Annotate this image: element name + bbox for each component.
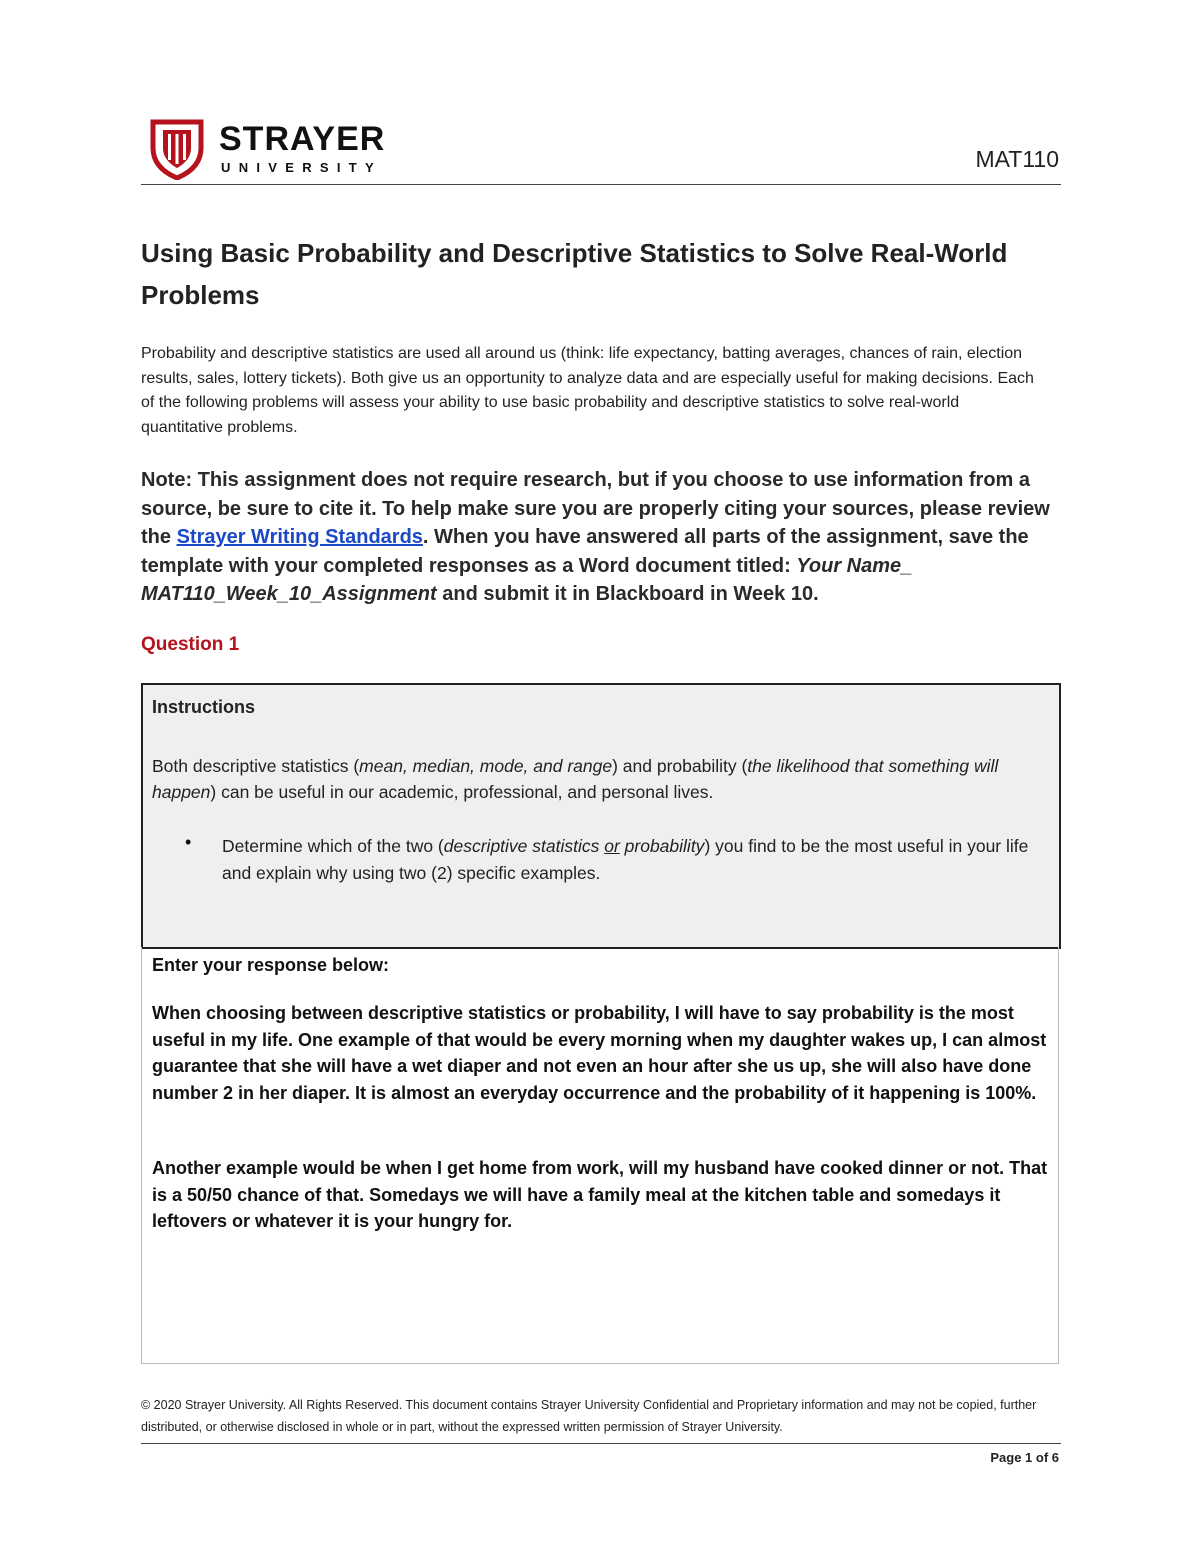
bullet-em (444, 836, 705, 856)
shield-icon (149, 118, 205, 180)
bullet-em-2: probability (619, 836, 705, 856)
footer-legal-notice: © 2020 Strayer University. All Rights Reserved. This document contains Strayer University Confidential and Proprietary information and may not be copied, further distributed, or otherwise disclosed in whole or in part, without the expressed written permission of Strayer University. (141, 1398, 1037, 1434)
note-paragraph (141, 466, 1061, 609)
course-code: MAT110 (975, 146, 1059, 172)
instr-em-2: the likelihood that something will happen (152, 756, 999, 802)
bullet-icon: • (185, 832, 192, 852)
document-title: Using Basic Probability and Descriptive Statistics to Solve Real-World Problems (141, 238, 1008, 310)
logo-wordmark: STRAYER (219, 120, 386, 158)
bullet-underline: or (604, 836, 620, 856)
question-label: Question 1 (141, 634, 240, 655)
writing-standards-link[interactable]: Strayer Writing Standards (176, 526, 423, 548)
instr-text-1: Both descriptive statistics ( (152, 756, 360, 776)
instr-text-3: ) can be useful in our academic, professional, and personal lives. (210, 782, 714, 802)
instructions-bullet-text (222, 833, 1042, 887)
university-logo (149, 118, 409, 182)
note-text-3: and submit it in Blackboard in Week 10. (436, 583, 819, 605)
bullet-text-1: Determine which of the two ( (222, 836, 444, 856)
intro-paragraph: Probability and descriptive statistics are used all around us (think: life expectancy, batting averages, chances of rain, election results, sales, lottery tickets). Both give us an opportunity to analyze data and are especially useful for making decisions. Each of the following problems will assess your ability to use basic probability and descriptive statistics to solve real-world quantitative problems. (141, 345, 1034, 436)
bullet-em-1: descriptive statistics (443, 836, 605, 856)
instructions-box (141, 683, 1061, 949)
bullet-text-2: ) you find to be the most useful in your life and explain why using two (2) specific examples. (222, 836, 1029, 883)
page-number: Page 1 of 6 (990, 1450, 1059, 1465)
logo-subtitle: UNIVERSITY (221, 160, 383, 175)
instr-text-2: ) and probability ( (612, 756, 748, 776)
page-header (141, 116, 1061, 185)
response-heading: Enter your response below: (152, 955, 390, 975)
note-text-1: Note: This assignment does not require research, but if you choose to use information from a source, be sure to cite it. To help make sure you are properly citing your sources, please review the (141, 469, 1050, 548)
response-box[interactable] (141, 947, 1059, 1364)
footer-divider (141, 1443, 1061, 1444)
note-filename: Your Name_ MAT110_Week_10_Assignment (141, 554, 913, 605)
instructions-body (152, 753, 1032, 805)
instructions-heading: Instructions (152, 697, 256, 717)
response-paragraph-1[interactable]: When choosing between descriptive statistics or probability, I will have to say probability is the most useful in my life. One example of that would be every morning when my daughter wakes up, I can almost guarantee that she will have a wet diaper and not even an hour after she us up, she will also have done number 2 in her diaper. It is almost an everyday occurrence and the probability of it happening is 100%. (152, 1003, 1047, 1103)
note-text-2: . When you have answered all parts of the assignment, save the template with your completed responses as a Word document titled: (141, 526, 1029, 577)
response-paragraph-2[interactable]: Another example would be when I get home from work, will my husband have cooked dinner or not. That is a 50/50 chance of that. Somedays we will have a family meal at the kitchen table and somedays it leftovers or whatever it is your hungry for. (152, 1158, 1048, 1231)
instr-em-1: mean, median, mode, and range (359, 756, 613, 776)
